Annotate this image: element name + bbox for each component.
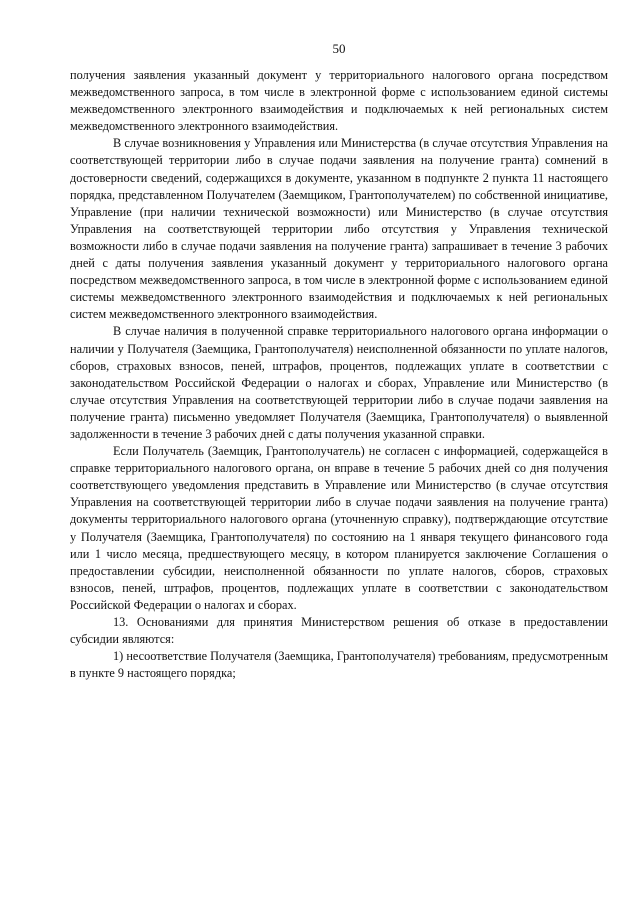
paragraph-debt-notification: В случае наличия в полученной справке территориального налогового органа информации о наличии у Получателя (Заемщика, Грантополучателя) неисполненной обязанности по уплате налогов, сборов, страховых взносов, пеней, штрафов, процентов, подлежащих уплате в соответствии с законодательством Российской Федерации о налогах и сборах, Управление или Министерство (в случае отсутствия Управления на соответствующей территории либо в случае подачи заявления на получение гранта) письменно уведомляет Получателя (Заемщика, Грантополучателя) о выявленной задолженности в течение 3 рабочих дней с даты получения указанной справки.	[70, 324, 608, 441]
paragraph-continuation: получения заявления указанный документ у территориального налогового органа посредством межведомственного запроса, в том числе в электронной форме с использованием единой системы межведомственного электронного взаимодействия и подключаемых к ней региональных систем межведомственного электронного взаимодействия.	[70, 68, 608, 134]
paragraph-refusal-grounds: 13. Основаниями для принятия Министерством решения об отказе в предоставлении субсидии являются:	[70, 615, 608, 647]
paragraph-doubts-request: В случае возникновения у Управления или Министерства (в случае отсутствия Управления на соответствующей территории либо в случае подачи заявления на получение гранта) сомнений в достоверности сведений, содержащихся в документе, указанном в подпункте 2 пункта 11 настоящего порядка, представленном Получателем (Заемщиком, Грантополучателем) по собственной инициативе, Управление (при наличии технической возможности) или Министерство (в случае отсутствия Управления на соответствующей территории либо отсутствия у Управления технической возможности либо в случае подачи заявления на получение гранта) запрашивает в течение 3 рабочих дней с даты получения заявления указанный документ у территориального налогового органа посредством межведомственного запроса, в том числе в электронной форме с использованием единой системы межведомственного электронного взаимодействия и подключаемых к ней региональных систем межведомственного электронного взаимодействия.	[70, 136, 608, 322]
page-number: 50	[332, 41, 346, 56]
list-item-1: 1) несоответствие Получателя (Заемщика, Грантополучателя) требованиям, предусмотренным в пункте 9 настоящего порядка;	[70, 649, 608, 681]
paragraph-disagreement: Если Получатель (Заемщик, Грантополучатель) не согласен с информацией, содержащейся в справке территориального налогового органа, он вправе в течение 5 рабочих дней со дня получения соответствующего уведомления представить в Управление или Министерство (в случае отсутствия Управления на соответствующей территории либо в случае подачи заявления на получение гранта) документы территориального налогового органа (уточненную справку), подтверждающие отсутствие у Получателя (Заемщика, Грантополучателя) по состоянию на 1 января текущего финансового года или 1 число месяца, предшествующего месяцу, в котором планируется заключение Соглашения о предоставлении субсидии, неисполненной обязанности по уплате налогов, сборов, страховых взносов, пеней, штрафов, процентов, подлежащих уплате в соответствии с законодательством Российской Федерации о налогах и сборах.	[70, 444, 608, 612]
document-page	[70, 40, 608, 682]
